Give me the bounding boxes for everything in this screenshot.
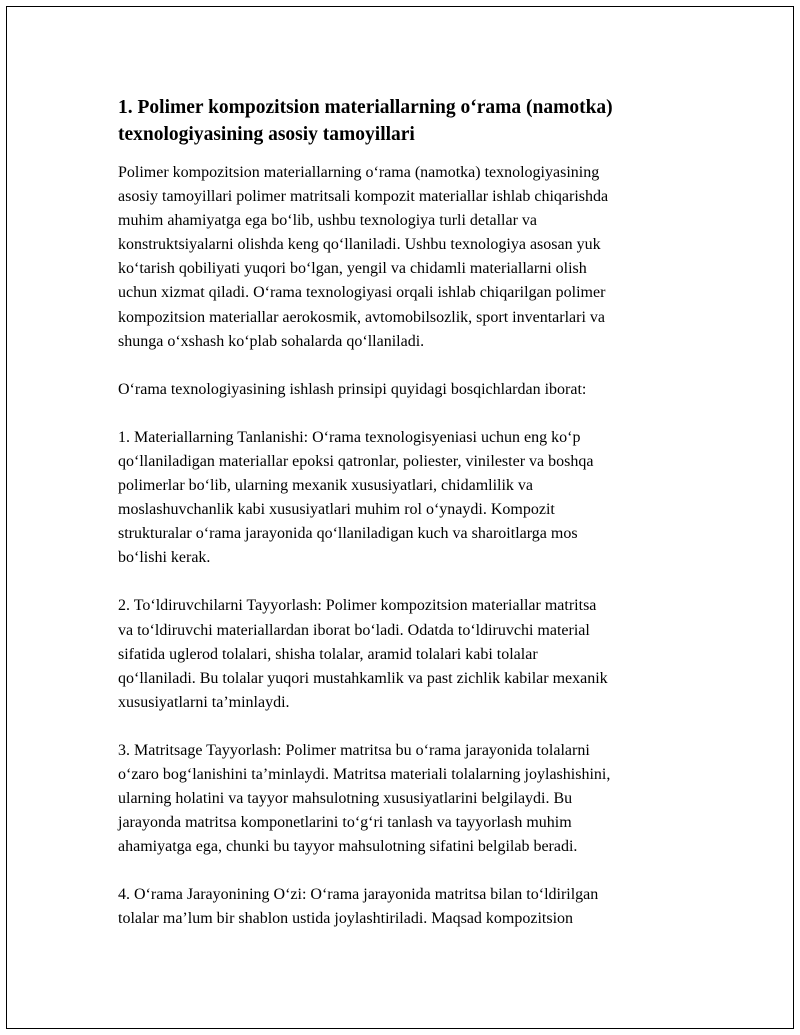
text-line: muhim ahamiyatga ega bo‘lib, ushbu texnologiya turli detallar va xyxy=(118,212,537,230)
text-line: asosiy tamoyillari polimer matritsali kompozit materiallar ishlab chiqarishda xyxy=(118,188,609,206)
text-line: ahamiyatga ega, chunki bu tayyor mahsulotning sifatini belgilab beradi. xyxy=(118,838,578,856)
text-line: strukturalar o‘rama jarayonida qo‘llaniladigan kuch va sharoitlarga mos xyxy=(118,525,578,543)
paragraph-step-3 xyxy=(118,739,693,859)
section-heading xyxy=(118,94,693,148)
text-line: polimerlar bo‘lib, ularning mexanik xususiyatlari, chidamlilik va xyxy=(118,477,534,495)
paragraph-principle xyxy=(118,378,693,402)
text-line: qo‘llaniladi. Bu tolalar yuqori mustahkamlik va past zichlik kabilar mexanik xyxy=(118,669,608,687)
text-line: shunga o‘xshash ko‘plab sohalarda qo‘llaniladi. xyxy=(118,332,425,350)
text-line: Polimer kompozitsion materiallarning o‘rama (namotka) texnologiyasining xyxy=(118,164,600,181)
text-line: 3. Matritsage Tayyorlash: Polimer matritsa bu o‘rama jarayonida tolalarni xyxy=(118,741,590,759)
paragraph-step-4 xyxy=(118,883,693,931)
text-line: ko‘tarish qobiliyati yuqori bo‘lgan, yengil va chidamli materiallarni olish xyxy=(118,260,587,278)
text-line: O‘rama texnologiyasining ishlash prinsipi quyidagi bosqichlardan iborat: xyxy=(118,380,587,398)
text-line: 2. To‘ldiruvchilarni Tayyorlash: Polimer kompozitsion materiallar matritsa xyxy=(118,597,597,615)
text-line: uchun xizmat qiladi. O‘rama texnologiyasi orqali ishlab chiqarilgan polimer xyxy=(118,284,606,302)
text-line: moslashuvchanlik kabi xususiyatlari muhim rol o‘ynaydi. Kompozit xyxy=(118,501,555,519)
text-line: qo‘llaniladigan materiallar epoksi qatronlar, poliester, vinilester va boshqa xyxy=(118,452,594,470)
paragraph-intro xyxy=(118,161,693,354)
text-line: 4. O‘rama Jarayonining O‘zi: O‘rama jarayonida matritsa bilan to‘ldirilgan xyxy=(118,886,599,904)
text-line: bo‘lishi kerak. xyxy=(118,549,211,567)
paragraph-step-2 xyxy=(118,594,693,714)
text-line: sifatida uglerod tolalari, shisha tolalar, aramid tolalari kabi tolalar xyxy=(118,645,538,663)
heading-line: 1. Polimer kompozitsion materiallarning o‘rama (namotka) xyxy=(118,97,613,118)
text-line: ularning holatini va tayyor mahsulotning xususiyatlarini belgilaydi. Bu xyxy=(118,790,573,808)
text-line: 1. Materiallarning Tanlanishi: O‘rama texnologisyeniasi uchun eng ko‘p xyxy=(118,428,581,446)
text-line: xususiyatlarni ta’minlaydi. xyxy=(118,693,290,711)
text-line: tolalar ma’lum bir shablon ustida joylashtiriladi. Maqsad kompozitsion xyxy=(118,910,574,928)
document-body xyxy=(118,94,693,932)
text-line: o‘zaro bog‘lanishini ta’minlaydi. Matritsa materiali tolalarning joylashishini, xyxy=(118,765,611,783)
text-line: kompozitsion materiallar aerokosmik, avtomobilsozlik, sport inventarlari va xyxy=(118,308,605,326)
text-line: va to‘ldiruvchi materiallardan iborat bo‘ladi. Odatda to‘ldiruvchi material xyxy=(118,621,590,639)
text-line: konstruktsiyalarni olishda keng qo‘llaniladi. Ushbu texnologiya asosan yuk xyxy=(118,236,601,254)
text-line: jarayonda matritsa komponetlarini to‘g‘ri tanlash va tayyorlash muhim xyxy=(118,814,572,832)
heading-line: texnologiyasining asosiy tamoyillari xyxy=(118,124,415,145)
paragraph-step-1 xyxy=(118,426,693,571)
